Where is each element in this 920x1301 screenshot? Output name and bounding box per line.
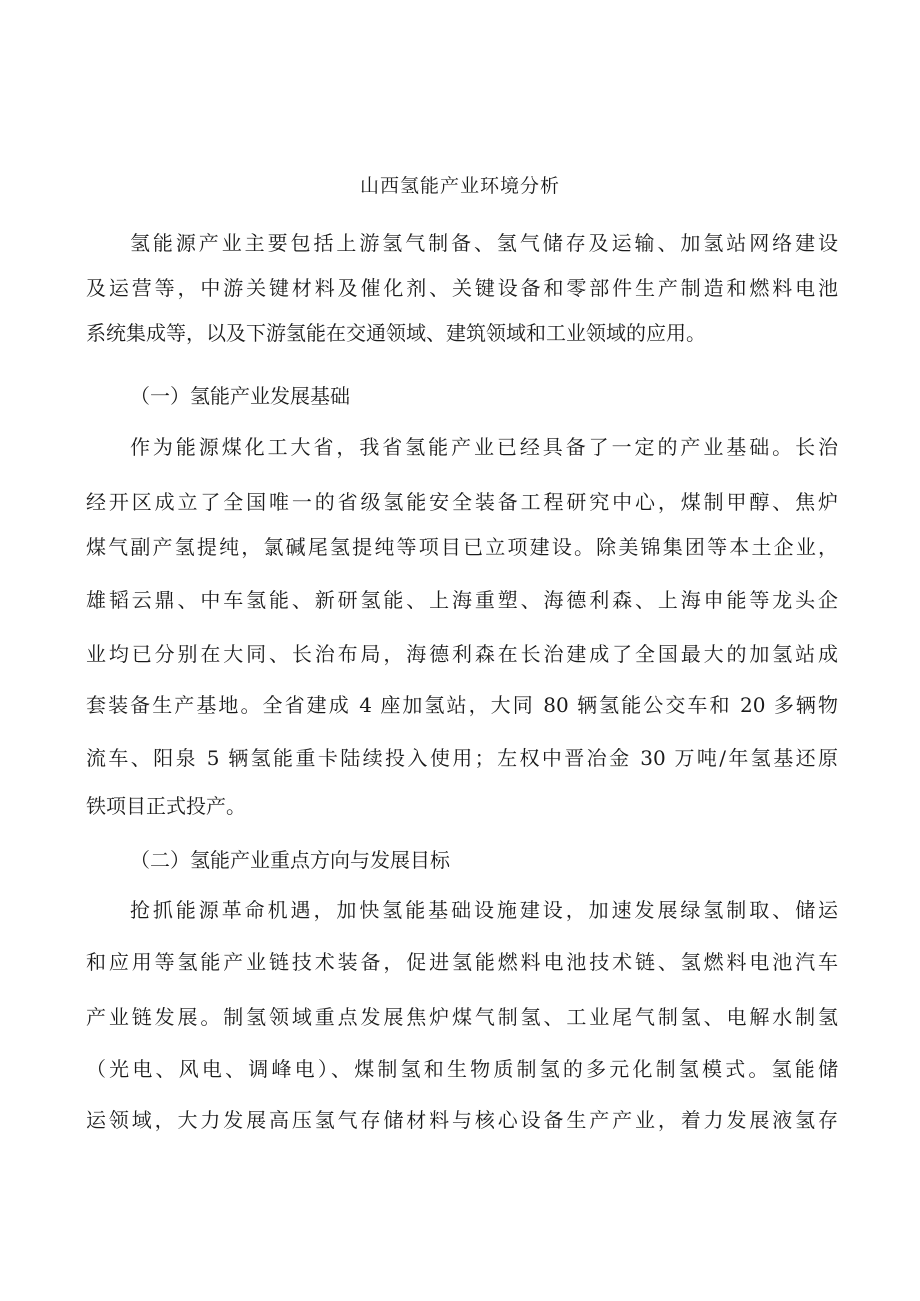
paragraph-3-line: 产业链发展。制氢领域重点发展焦炉煤气制氢、工业尾气制氢、电解水制氢 (86, 1005, 838, 1029)
paragraph-2-line: 套装备生产基地。全省建成 4 座加氢站，大同 80 辆氢能公交车和 20 多辆物 (86, 693, 838, 717)
paragraph-1-line: 氢能源产业主要包括上游氢气制备、氢气储存及运输、加氢站网络建设 (130, 231, 838, 255)
document-title: 山西氢能产业环境分析 (359, 175, 560, 197)
paragraph-3-line: 运领域，大力发展高压氢气存储材料与核心设备生产产业，着力发展液氢存 (86, 1108, 838, 1132)
paragraph-1-line: 及运营等，中游关键材料及催化剂、关键设备和零部件生产制造和燃料电池 (86, 276, 838, 300)
paragraph-1-line: 系统集成等，以及下游氢能在交通领域、建筑领域和工业领域的应用。 (86, 321, 706, 345)
paragraph-2-line: 经开区成立了全国唯一的省级氢能安全装备工程研究中心，煤制甲醇、焦炉 (86, 490, 838, 514)
paragraph-3-line: 抢抓能源革命机遇，加快氢能基础设施建设，加速发展绿氢制取、储运 (130, 898, 838, 922)
paragraph-2-line: 铁项目正式投产。 (86, 794, 246, 818)
section-heading-2: （二）氢能产业重点方向与发展目标 (130, 848, 450, 872)
paragraph-2-line: 雄韬云鼎、中车氢能、新研氢能、上海重塑、海德利森、上海申能等龙头企 (86, 588, 838, 612)
paragraph-3-line: （光电、风电、调峰电）、煤制氢和生物质制氢的多元化制氢模式。氢能储 (86, 1057, 838, 1081)
paragraph-2-line: 煤气副产氢提纯，氯碱尾氢提纯等项目已立项建设。除美锦集团等本土企业， (86, 535, 838, 559)
paragraph-2-line: 作为能源煤化工大省，我省氢能产业已经具备了一定的产业基础。长治 (130, 435, 838, 459)
paragraph-2-line: 流车、阳泉 5 辆氢能重卡陆续投入使用；左权中晋冶金 30 万吨/年氢基还原 (86, 746, 838, 770)
paragraph-3-line: 和应用等氢能产业链技术装备，促进氢能燃料电池技术链、氢燃料电池汽车 (86, 950, 838, 974)
paragraph-2-line: 业均已分别在大同、长治布局，海德利森在长治建成了全国最大的加氢站成 (86, 642, 838, 666)
section-heading-1: （一）氢能产业发展基础 (130, 384, 350, 408)
